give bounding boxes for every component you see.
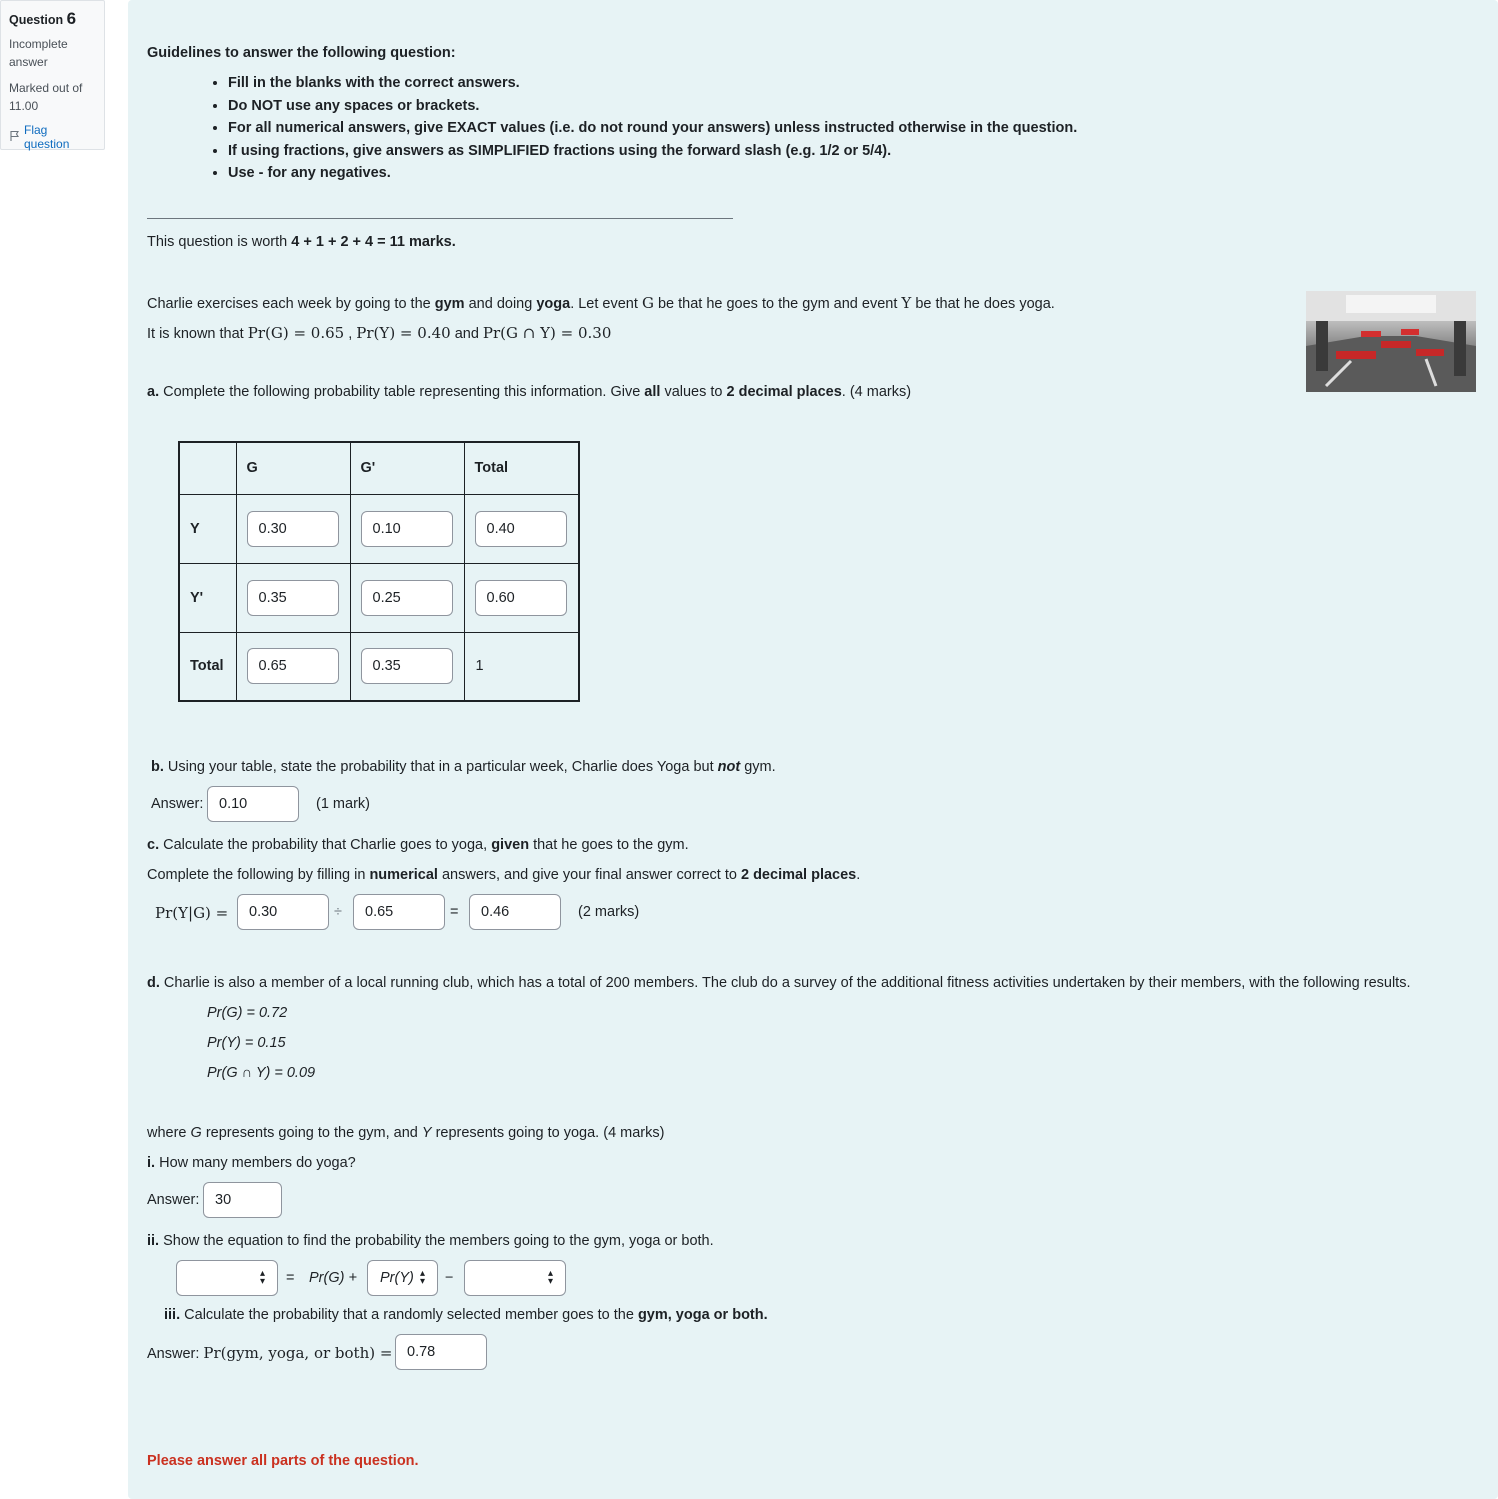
table-row-y-complement [179,563,579,632]
part-c-text: Complete the following by filling in [147,867,370,883]
guideline-item: • If using fractions, give answers as SIMPLIFIED fractions using the forward slash (e.g. 1/2 or 5/4). [228,140,1077,163]
equation-equals: = [286,1270,295,1286]
sort-arrows-icon: ▴ ▾ [259,1268,265,1287]
part-c-text: that he goes to the gym. [529,837,689,853]
part-d-text: represents going to yoga. (4 marks) [431,1125,665,1141]
part-d-prompt [147,975,1410,991]
part-c-label: c. [147,837,160,853]
input-y-gc[interactable] [361,511,453,547]
part-a-text: values to [660,384,727,400]
part-d-text: Charlie is also a member of a local running club, which has a total of 200 members. The club do a survey of the additional fitness activities undertaken by their members, with the following results. [159,975,1411,991]
marks-worth [147,234,456,250]
prob-y: Pr(Y) = 0.40 [356,324,451,342]
cell-yc-gc [350,563,464,632]
intro-gym: gym [434,296,465,312]
row-label-y-complement: Y' [179,563,236,632]
input-yc-g[interactable] [247,580,339,616]
probability-table [178,441,580,702]
part-c-marks: (2 marks) [578,904,640,920]
part-d-iii-bold: gym, yoga or both. [637,1307,768,1323]
table-row-y [179,494,579,563]
part-d-where [147,1125,664,1141]
intro-text: . Let event [570,296,642,312]
intro-text: It is known that [147,326,248,342]
cell-yc-total [464,563,579,632]
part-d-i-label: i. [147,1155,156,1171]
part-b-not: not [717,759,741,775]
question-grade: Marked out of 11.00 [9,81,83,113]
part-a-text: . (4 marks) [841,384,912,400]
part-c-text: . [856,867,861,883]
marks-worth-total: 4 + 1 + 2 + 4 = 11 marks. [291,234,456,250]
part-d-i-answer-label: Answer: [147,1192,200,1208]
part-b-text: gym. [740,759,776,775]
input-yc-gc[interactable] [361,580,453,616]
part-d-ii-text: Show the equation to find the probability the members going to the gym, yoga or both. [159,1233,714,1249]
question-number-value: 6 [66,9,77,28]
gym-photo [1306,291,1476,392]
part-c-prompt [147,837,689,853]
part-d-iii-answer [147,1344,392,1362]
part-c-numerical: numerical [369,867,438,883]
part-d-ii-label: ii. [147,1233,160,1249]
part-d-ii-prompt [147,1233,714,1249]
part-d-iii-text: Calculate the probability that a randomly selected member goes to the [180,1307,638,1323]
input-total-gc[interactable] [361,648,453,684]
part-c-given: given [491,837,530,853]
part-d-iii-label: iii. [164,1307,181,1323]
prob-g: Pr(G) = 0.65 [247,324,345,342]
table-row-total [179,632,579,701]
intro-text: be that he goes to the gym and event [653,296,902,312]
flag-icon [9,130,21,145]
part-c-denominator-input[interactable] [353,894,445,930]
row-label-total: Total [179,632,236,701]
cell-yc-g [236,563,350,632]
guideline-item: • For all numerical answers, give EXACT values (i.e. do not round your answers) unless instructed otherwise in the question. [228,117,1077,140]
part-a-text-bold: 2 decimal places [726,384,842,400]
table-header-g: G [236,442,350,494]
intro-line-1 [147,294,1055,312]
part-c-text: answers, and give your final answer correct to [437,867,741,883]
part-d-text: where [147,1125,191,1141]
equation-pr-g: Pr(G) + [309,1270,357,1286]
intro-yoga: yoga [536,296,571,312]
guideline-item: • Do NOT use any spaces or brackets. [228,95,1077,118]
divide-sign: ÷ [334,904,342,920]
guidelines-list [208,72,1077,185]
input-y-g[interactable] [247,511,339,547]
cell-y-total [464,494,579,563]
prob-g-and-y: Pr(G ∩ Y) = 0.30 [482,324,612,342]
sort-arrows-icon: ▴ ▾ [419,1268,425,1287]
intro-line-2 [147,324,611,342]
input-y-total[interactable] [475,511,567,547]
conditional-prob-expression: Pr(Y|G) = [155,904,229,922]
part-c-dp: 2 decimal places [740,867,857,883]
cell-y-g [236,494,350,563]
survey-prob-g-and-y: Pr(G ∩ Y) = 0.09 [207,1065,316,1081]
input-yc-total[interactable] [475,580,567,616]
event-y: Y [901,294,912,312]
input-total-g[interactable] [247,648,339,684]
guideline-item: • Fill in the blanks with the correct answers. [228,72,1077,95]
intro-text: and doing [464,296,537,312]
cell-total-g [236,632,350,701]
part-c-numerator-input[interactable] [237,894,329,930]
equals-sign: = [450,904,459,920]
cell-grand-total: 1 [464,632,579,701]
part-b-marks: (1 mark) [316,796,370,812]
guideline-item: • Use - for any negatives. [228,162,1077,185]
select-value: Pr(Y) [380,1270,414,1286]
part-b-label: b. [151,759,164,775]
part-d-label: d. [147,975,160,991]
part-b-text: Using your table, state the probability that in a particular week, Charlie does Yoga but [163,759,718,775]
intro-text: Charlie exercises each week by going to the [147,296,435,312]
survey-prob-y: Pr(Y) = 0.15 [207,1035,286,1051]
part-d-i-prompt [147,1155,356,1171]
intro-separator: , [344,326,357,342]
part-a-label: a. [147,384,160,400]
question-state: Incomplete answer [9,37,68,69]
event-g: G [641,294,654,312]
question-number [9,9,96,29]
question-info [0,0,105,150]
part-d-iii-answer-input[interactable] [395,1334,487,1370]
part-c-instructions [147,867,860,883]
equation-minus: − [445,1270,454,1286]
divider [147,218,733,219]
part-c-result-input[interactable] [469,894,561,930]
marks-worth-prefix: This question is worth [147,234,292,250]
part-c-text: Calculate the probability that Charlie goes to yoga, [159,837,492,853]
row-label-y: Y [179,494,236,563]
guidelines-title: Guidelines to answer the following question: [147,45,456,61]
part-d-iii-answer-label: Answer: [147,1346,204,1362]
equation-select-3[interactable] [464,1260,566,1296]
sort-arrows-icon: ▴ ▾ [547,1268,553,1287]
part-b-answer-input[interactable] [207,786,299,822]
part-d-y: Y [421,1125,432,1141]
part-d-i-text: How many members do yoga? [155,1155,356,1171]
part-d-g: G [190,1125,202,1141]
cell-y-gc [350,494,464,563]
question-label: Question [9,13,64,27]
table-header-g-complement: G' [350,442,464,494]
part-d-text: represents going to the gym, and [201,1125,422,1141]
cell-total-gc [350,632,464,701]
part-a-text-bold: all [644,384,661,400]
part-b-prompt [151,759,776,775]
part-a-prompt [147,384,911,400]
question-content [128,0,1498,1499]
part-b-answer-label: Answer: [151,796,204,812]
part-a-text: Complete the following probability table representing this information. Give [159,384,645,400]
equation-select-2[interactable] [367,1260,438,1296]
flag-question-label: Flag question [24,123,70,151]
table-header-corner [179,442,236,494]
survey-prob-g: Pr(G) = 0.72 [207,1005,288,1021]
equation-select-1[interactable] [176,1260,278,1296]
table-header-total: Total [464,442,579,494]
flag-question-link[interactable] [9,123,96,151]
intro-text: and [450,326,483,342]
intro-text: be that he does yoga. [911,296,1055,312]
part-d-iii-prompt [164,1307,768,1323]
validation-warning: Please answer all parts of the question. [147,1453,419,1469]
part-d-iii-expression: Pr(gym, yoga, or both) = [203,1344,393,1362]
part-d-i-answer-input[interactable] [203,1182,282,1218]
